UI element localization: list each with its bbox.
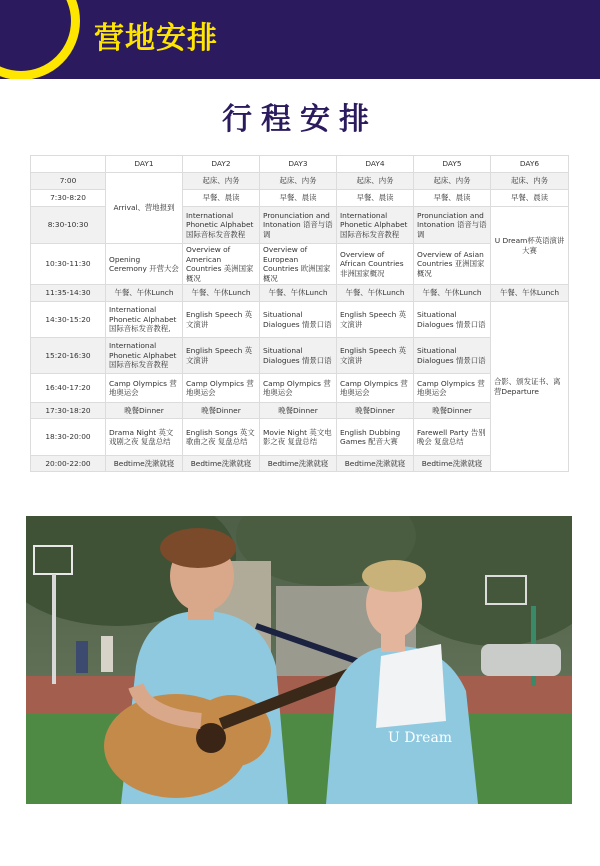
header-banner <box>0 0 600 79</box>
schedule-cell: English Speech 英文演讲 <box>337 302 414 338</box>
schedule-cell: 晚餐Dinner <box>183 403 260 419</box>
schedule-cell: Situational Dialogues 情景口语 <box>260 302 337 338</box>
schedule-cell: English Dubbing Games 配音大赛 <box>337 419 414 456</box>
schedule-cell: 午餐、午休Lunch <box>491 285 569 302</box>
schedule-cell: 晚餐Dinner <box>260 403 337 419</box>
time-cell: 16:40-17:20 <box>31 374 106 403</box>
schedule-cell: Arrival、营地报到 <box>106 173 183 244</box>
schedule-cell: Overview of Asian Countries 亚洲国家概况 <box>414 244 491 285</box>
shirt-print-text: U Dream <box>388 730 453 746</box>
brand-ring-logo <box>0 0 80 79</box>
schedule-table <box>30 155 569 472</box>
schedule-cell: Camp Olympics 营地奥运会 <box>106 374 183 403</box>
schedule-cell: Pronunciation and Intonation 语音与语调 <box>414 207 491 244</box>
schedule-cell: International Phonetic Alphabet 国际音标发音教程, <box>106 302 183 338</box>
schedule-cell: 午餐、午休Lunch <box>106 285 183 302</box>
time-cell: 7:30-8:20 <box>31 190 106 207</box>
schedule-cell: Camp Olympics 营地奥运会 <box>183 374 260 403</box>
schedule-cell: Camp Olympics 营地奥运会 <box>414 374 491 403</box>
schedule-cell: 起床、内务 <box>491 173 569 190</box>
schedule-cell: Movie Night 英文电影之夜 复盘总结 <box>260 419 337 456</box>
day-header: DAY6 <box>491 156 569 173</box>
time-cell: 18:30-20:00 <box>31 419 106 456</box>
schedule-cell: Situational Dialogues 情景口语 <box>414 302 491 338</box>
schedule-cell: Bedtime洗漱就寝 <box>414 456 491 472</box>
day-header: DAY4 <box>337 156 414 173</box>
schedule-cell: English Songs 英文歌曲之夜 复盘总结 <box>183 419 260 456</box>
day-header: DAY3 <box>260 156 337 173</box>
schedule-cell: 起床、内务 <box>414 173 491 190</box>
table-row <box>31 302 569 338</box>
header-time-cell <box>31 156 106 173</box>
schedule-cell: 早餐、晨读 <box>491 190 569 207</box>
time-cell: 15:20-16:30 <box>31 338 106 374</box>
schedule-cell: Overview of European Countries 欧洲国家概况 <box>260 244 337 285</box>
schedule-cell: 晚餐Dinner <box>337 403 414 419</box>
schedule-cell: 午餐、午休Lunch <box>183 285 260 302</box>
table-header-row <box>31 156 569 173</box>
table-row <box>31 173 569 190</box>
schedule-cell: 起床、内务 <box>337 173 414 190</box>
day-header: DAY2 <box>183 156 260 173</box>
schedule-cell: Farewell Party 告别晚会 复盘总结 <box>414 419 491 456</box>
schedule-cell: 晚餐Dinner <box>106 403 183 419</box>
table-row <box>31 338 569 374</box>
schedule-cell: Pronunciation and Intonation 语音与语调 <box>260 207 337 244</box>
time-cell: 7:00 <box>31 173 106 190</box>
schedule-cell: Bedtime洗漱就寝 <box>260 456 337 472</box>
schedule-cell: Situational Dialogues 情景口语 <box>414 338 491 374</box>
schedule-cell: 早餐、晨读 <box>183 190 260 207</box>
table-row <box>31 244 569 285</box>
section-title: 行程安排 <box>222 102 378 137</box>
schedule-cell: International Phonetic Alphabet 国际音标发音教程 <box>106 338 183 374</box>
camp-photo <box>26 516 572 804</box>
schedule-cell: Bedtime洗漱就寝 <box>337 456 414 472</box>
table-row <box>31 419 569 456</box>
schedule-cell: Opening Ceremony 开营大会 <box>106 244 183 285</box>
table-row <box>31 403 569 419</box>
time-cell: 8:30-10:30 <box>31 207 106 244</box>
schedule-cell: 起床、内务 <box>260 173 337 190</box>
schedule-cell: 起床、内务 <box>183 173 260 190</box>
time-cell: 11:35-14:30 <box>31 285 106 302</box>
schedule-cell: 午餐、午休Lunch <box>337 285 414 302</box>
schedule-cell: Camp Olympics 营地奥运会 <box>260 374 337 403</box>
time-cell: 10:30-11:30 <box>31 244 106 285</box>
schedule-cell: 午餐、午休Lunch <box>414 285 491 302</box>
schedule-cell: Overview of American Countries 美洲国家概况 <box>183 244 260 285</box>
schedule-cell: English Speech 英文演讲 <box>183 302 260 338</box>
schedule-cell: 合影、颁发证书、离营Departure <box>491 302 569 472</box>
schedule-cell: Drama Night 英文戏剧之夜 复盘总结 <box>106 419 183 456</box>
header-title: 营地安排 <box>94 21 218 56</box>
schedule-cell: Bedtime洗漱就寝 <box>183 456 260 472</box>
schedule-cell: Situational Dialogues 情景口语 <box>260 338 337 374</box>
schedule-cell: Camp Olympics 营地奥运会 <box>337 374 414 403</box>
time-cell: 14:30-15:20 <box>31 302 106 338</box>
schedule-cell: International Phonetic Alphabet 国际音标发音教程 <box>183 207 260 244</box>
schedule-cell: 早餐、晨读 <box>414 190 491 207</box>
table-row <box>31 374 569 403</box>
schedule-cell: English Speech 英文演讲 <box>337 338 414 374</box>
day-header: DAY5 <box>414 156 491 173</box>
day-header: DAY1 <box>106 156 183 173</box>
schedule-cell: Overview of African Countries 非洲国家概况 <box>337 244 414 285</box>
time-cell: 17:30-18:20 <box>31 403 106 419</box>
table-row <box>31 456 569 472</box>
table-row <box>31 285 569 302</box>
schedule-cell: English Speech 英文演讲 <box>183 338 260 374</box>
schedule-cell: 早餐、晨读 <box>337 190 414 207</box>
camp-photo-illustration <box>26 516 572 804</box>
schedule-cell: 晚餐Dinner <box>414 403 491 419</box>
schedule-cell: 早餐、晨读 <box>260 190 337 207</box>
time-cell: 20:00-22:00 <box>31 456 106 472</box>
schedule-cell: 午餐、午休Lunch <box>260 285 337 302</box>
schedule-cell: Bedtime洗漱就寝 <box>106 456 183 472</box>
schedule-cell: U Dream杯英语演讲大赛 <box>491 207 569 285</box>
schedule-cell: International Phonetic Alphabet 国际音标发音教程 <box>337 207 414 244</box>
